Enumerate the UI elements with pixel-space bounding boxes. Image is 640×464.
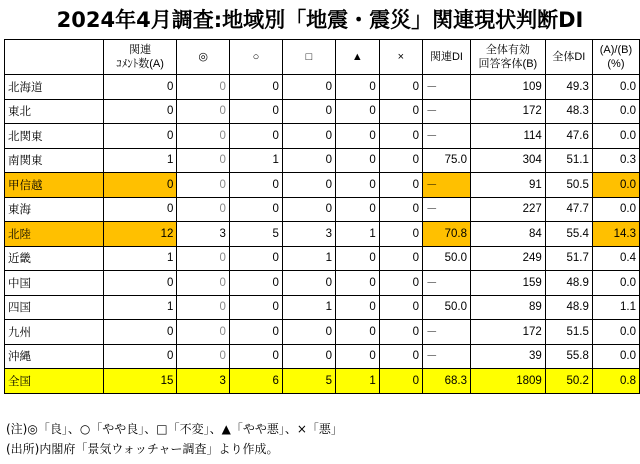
table-body xyxy=(5,75,640,394)
table-cell: 0 xyxy=(282,320,335,345)
table-cell: 89 xyxy=(470,295,545,320)
table-cell: 0 xyxy=(229,75,282,100)
table-cell: 0 xyxy=(282,173,335,198)
table-cell: 1 xyxy=(335,222,379,247)
table-cell: 50.0 xyxy=(422,246,470,271)
table-cell: 0 xyxy=(177,173,229,198)
table-cell: 5 xyxy=(229,222,282,247)
table-cell: 0.0 xyxy=(592,173,639,198)
table-cell: 68.3 xyxy=(422,369,470,394)
header-row xyxy=(5,40,640,75)
table-cell: 49.3 xyxy=(545,75,592,100)
table-cell: 0 xyxy=(282,124,335,149)
table-cell: 1 xyxy=(103,246,177,271)
note-source: (出所)内閣府「景気ウォッチャー調査」より作成。 xyxy=(6,442,279,456)
table-cell: 0 xyxy=(103,344,177,369)
table-cell: 0 xyxy=(379,222,422,247)
table-cell: 55.4 xyxy=(545,222,592,247)
table-cell: 1 xyxy=(335,369,379,394)
table-cell: 1 xyxy=(103,295,177,320)
table-cell: 0 xyxy=(103,320,177,345)
table-cell: 1 xyxy=(103,148,177,173)
table-cell: 0 xyxy=(282,344,335,369)
table-cell: 0 xyxy=(335,246,379,271)
table-cell: － xyxy=(422,99,470,124)
table-cell: 51.1 xyxy=(545,148,592,173)
table-cell: 227 xyxy=(470,197,545,222)
note-legend: (注)◎「良」、○「やや良」、□「不変」、▲「やや悪」、×「悪」 xyxy=(6,422,343,436)
table-cell: 48.9 xyxy=(545,295,592,320)
table-row xyxy=(5,295,640,320)
table-cell: 0 xyxy=(282,271,335,296)
table-cell: 0 xyxy=(177,197,229,222)
table-cell: 0.0 xyxy=(592,271,639,296)
table-cell: 172 xyxy=(470,320,545,345)
table-cell: 304 xyxy=(470,148,545,173)
region-label: 甲信越 xyxy=(5,173,104,198)
table-cell: 48.3 xyxy=(545,99,592,124)
column-header: ◎ xyxy=(177,40,229,75)
table-cell: 0 xyxy=(229,271,282,296)
table-cell: 50.2 xyxy=(545,369,592,394)
table-cell: 0.0 xyxy=(592,197,639,222)
table-cell: 0.0 xyxy=(592,344,639,369)
table-cell: 0 xyxy=(177,99,229,124)
table-cell: 109 xyxy=(470,75,545,100)
table-cell: 55.8 xyxy=(545,344,592,369)
table-row xyxy=(5,173,640,198)
table-cell: 249 xyxy=(470,246,545,271)
table-row xyxy=(5,344,640,369)
page-title: 2024年4月調査:地域別「地震・震災」関連現状判断DI xyxy=(56,8,584,32)
table-cell: 0.4 xyxy=(592,246,639,271)
table-cell: 114 xyxy=(470,124,545,149)
table-cell: 0.3 xyxy=(592,148,639,173)
table-row xyxy=(5,197,640,222)
table-cell: 50.5 xyxy=(545,173,592,198)
table-cell: 0 xyxy=(335,75,379,100)
table-cell: 84 xyxy=(470,222,545,247)
table-cell: 0 xyxy=(229,173,282,198)
table-cell: 1 xyxy=(229,148,282,173)
table-cell: 172 xyxy=(470,99,545,124)
table-cell: － xyxy=(422,75,470,100)
table-cell: 1 xyxy=(282,246,335,271)
table-cell: 0 xyxy=(335,124,379,149)
column-header: 関連 ｺﾒﾝﾄ数(A) xyxy=(103,40,177,75)
column-header: ○ xyxy=(229,40,282,75)
table-cell: 0.0 xyxy=(592,99,639,124)
region-label: 南関東 xyxy=(5,148,104,173)
table-cell: 1.1 xyxy=(592,295,639,320)
table-cell: 0 xyxy=(335,173,379,198)
table-cell: 12 xyxy=(103,222,177,247)
table-cell: 0 xyxy=(379,197,422,222)
table-cell: 1809 xyxy=(470,369,545,394)
table-cell: 0 xyxy=(103,99,177,124)
table-cell: 0 xyxy=(379,75,422,100)
table-cell: 0 xyxy=(229,320,282,345)
table-cell: 0 xyxy=(282,197,335,222)
column-header: 全体DI xyxy=(545,40,592,75)
column-header: 全体有効 回答客体(B) xyxy=(470,40,545,75)
table-row xyxy=(5,124,640,149)
table-cell: 0 xyxy=(177,124,229,149)
table-row xyxy=(5,246,640,271)
table-cell: 0 xyxy=(335,197,379,222)
table-cell: 0.0 xyxy=(592,320,639,345)
table-row xyxy=(5,99,640,124)
table-cell: 0 xyxy=(177,148,229,173)
table-cell: 0 xyxy=(282,148,335,173)
table-cell: － xyxy=(422,320,470,345)
table-cell: 47.6 xyxy=(545,124,592,149)
table-cell: 0 xyxy=(335,99,379,124)
table-cell: 0 xyxy=(229,246,282,271)
region-label: 東海 xyxy=(5,197,104,222)
di-table xyxy=(4,39,640,394)
region-label: 全国 xyxy=(5,369,104,394)
table-cell: 0 xyxy=(177,75,229,100)
region-label: 北陸 xyxy=(5,222,104,247)
table-cell: 47.7 xyxy=(545,197,592,222)
table-cell: 0 xyxy=(177,295,229,320)
table-cell: 91 xyxy=(470,173,545,198)
table-cell: 0 xyxy=(177,271,229,296)
table-cell: 1 xyxy=(282,295,335,320)
table-cell: 0 xyxy=(177,320,229,345)
table-cell: 159 xyxy=(470,271,545,296)
table-row xyxy=(5,320,640,345)
column-header: × xyxy=(379,40,422,75)
region-label: 近畿 xyxy=(5,246,104,271)
table-row xyxy=(5,369,640,394)
table-cell: － xyxy=(422,197,470,222)
table-cell: 0 xyxy=(379,246,422,271)
region-label: 九州 xyxy=(5,320,104,345)
region-label: 北関東 xyxy=(5,124,104,149)
table-cell: 50.0 xyxy=(422,295,470,320)
table-cell: 0 xyxy=(379,320,422,345)
table-cell: 0 xyxy=(229,99,282,124)
table-cell: － xyxy=(422,124,470,149)
table-cell: 0 xyxy=(379,344,422,369)
table-cell: 0 xyxy=(229,197,282,222)
table-cell: － xyxy=(422,271,470,296)
table-row xyxy=(5,222,640,247)
table-cell: 39 xyxy=(470,344,545,369)
table-cell: 51.5 xyxy=(545,320,592,345)
table-cell: 0 xyxy=(379,295,422,320)
table-cell: 0 xyxy=(335,320,379,345)
region-label: 沖縄 xyxy=(5,344,104,369)
table-cell: 0 xyxy=(379,148,422,173)
table-cell: 5 xyxy=(282,369,335,394)
table-cell: 0 xyxy=(103,75,177,100)
table-cell: 70.8 xyxy=(422,222,470,247)
region-label: 東北 xyxy=(5,99,104,124)
table-cell: 0 xyxy=(379,369,422,394)
table-cell: 3 xyxy=(177,222,229,247)
table-cell: 0 xyxy=(379,124,422,149)
table-cell: － xyxy=(422,344,470,369)
column-header: 関連DI xyxy=(422,40,470,75)
table-cell: 0 xyxy=(335,148,379,173)
table-cell: 0.0 xyxy=(592,124,639,149)
table-cell: 15 xyxy=(103,369,177,394)
table-cell: 0 xyxy=(229,344,282,369)
table-cell: 0.8 xyxy=(592,369,639,394)
table-cell: 0 xyxy=(379,271,422,296)
column-header: ▲ xyxy=(335,40,379,75)
table-row xyxy=(5,75,640,100)
table-cell: 0 xyxy=(103,271,177,296)
table-cell: 0 xyxy=(379,173,422,198)
table-cell: 14.3 xyxy=(592,222,639,247)
table-cell: － xyxy=(422,173,470,198)
table-cell: 0 xyxy=(335,271,379,296)
table-cell: 51.7 xyxy=(545,246,592,271)
table-cell: 0 xyxy=(379,99,422,124)
table-cell: 3 xyxy=(177,369,229,394)
column-header: □ xyxy=(282,40,335,75)
table-cell: 0 xyxy=(177,344,229,369)
table-cell: 0 xyxy=(282,75,335,100)
table-cell: 0 xyxy=(103,124,177,149)
table-row xyxy=(5,271,640,296)
table-cell: 0 xyxy=(229,295,282,320)
table-cell: 0.0 xyxy=(592,75,639,100)
table-row xyxy=(5,148,640,173)
table-cell: 0 xyxy=(177,246,229,271)
table-cell: 0 xyxy=(229,124,282,149)
region-label: 北海道 xyxy=(5,75,104,100)
table-cell: 3 xyxy=(282,222,335,247)
table-cell: 0 xyxy=(103,173,177,198)
table-cell: 0 xyxy=(282,99,335,124)
region-label: 四国 xyxy=(5,295,104,320)
table-cell: 0 xyxy=(335,344,379,369)
column-header: (A)/(B) (%) xyxy=(592,40,639,75)
table-cell: 48.9 xyxy=(545,271,592,296)
table-cell: 75.0 xyxy=(422,148,470,173)
table-cell: 0 xyxy=(335,295,379,320)
table-cell: 6 xyxy=(229,369,282,394)
column-header xyxy=(5,40,104,75)
table-cell: 0 xyxy=(103,197,177,222)
region-label: 中国 xyxy=(5,271,104,296)
